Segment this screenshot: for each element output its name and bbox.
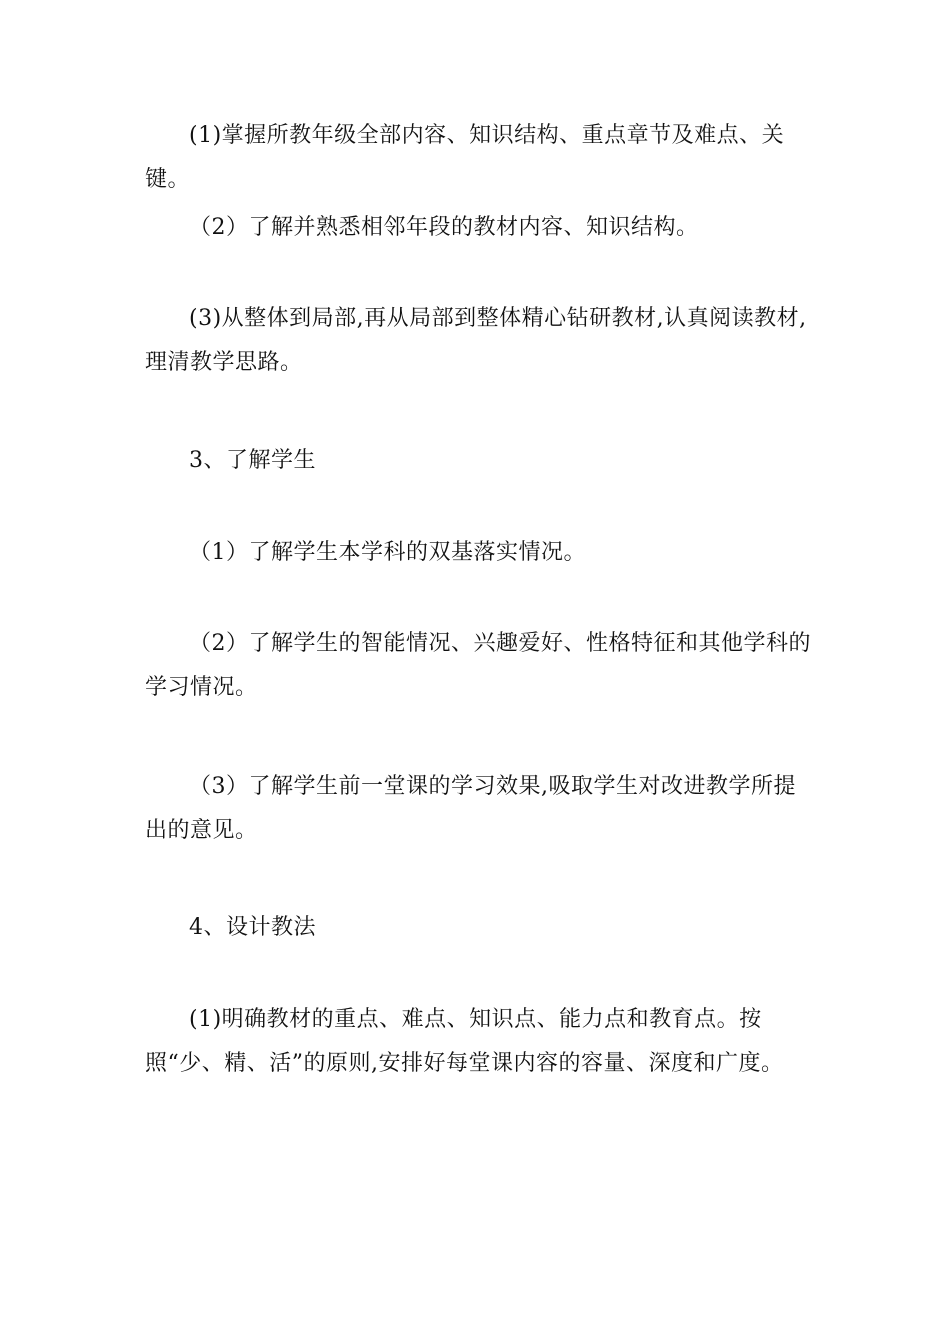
paragraph-6: （3）了解学生前一堂课的学习效果,吸取学生对改进教学所提出的意见。 <box>145 774 796 843</box>
paragraph-3: (3)从整体到局部,再从局部到整体精心钻研教材,认真阅读教材,理清教学思路。 <box>145 306 807 375</box>
paragraph-7: (1)明确教材的重点、难点、知识点、能力点和教育点。按照“少、精、活”的原则,安排好每堂课内容的容量、深度和广度。 <box>145 1007 784 1076</box>
section-heading-4: 4、设计教法 <box>189 915 316 940</box>
paragraph-2: （2）了解并熟悉相邻年段的教材内容、知识结构。 <box>189 215 699 240</box>
paragraph-1: (1)掌握所教年级全部内容、知识结构、重点章节及难点、关键。 <box>145 123 785 192</box>
paragraph-5: （2）了解学生的智能情况、兴趣爱好、性格特征和其他学科的学习情况。 <box>145 631 811 700</box>
section-heading-3: 3、了解学生 <box>189 448 316 473</box>
paragraph-4: （1）了解学生本学科的双基落实情况。 <box>189 540 586 565</box>
